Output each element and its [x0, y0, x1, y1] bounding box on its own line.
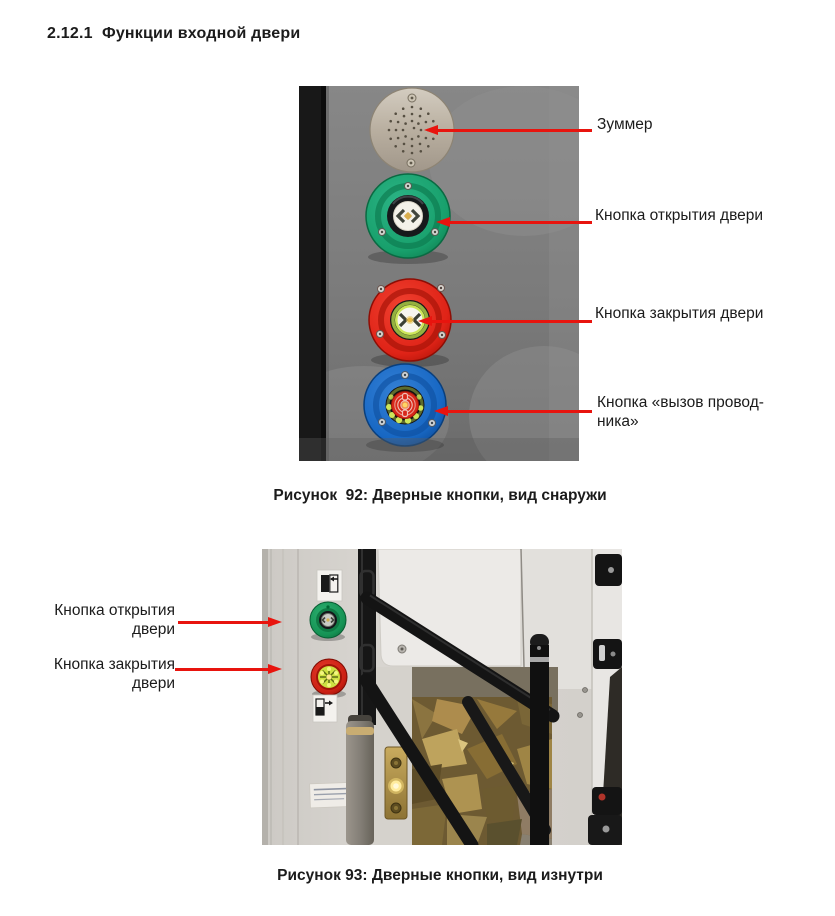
inside-close-button-label	[20, 655, 175, 693]
inside-close-label-line1: Кнопка закрытия	[53, 656, 175, 673]
close-arrow-line	[430, 320, 592, 323]
inside-open-button-label	[20, 601, 175, 639]
door-open-pictogram	[317, 570, 342, 601]
open-arrow-line	[448, 221, 592, 224]
inside-open-arrow-line	[178, 621, 269, 624]
grab-pole	[346, 715, 374, 845]
inside-close-arrow-head	[268, 664, 282, 674]
buzzer-arrow-line	[436, 129, 592, 132]
section-heading: 2.12.1 Функции входной двери	[47, 25, 301, 42]
buzzer-label: Зуммер	[597, 116, 653, 133]
wall-seam	[262, 549, 268, 845]
door-frame-gap	[326, 86, 329, 461]
door-edge-strip	[549, 86, 579, 461]
figure-93-photo	[262, 549, 622, 845]
photo-bottom-shade	[299, 438, 579, 461]
call-arrow-line	[446, 410, 592, 413]
door-close-pictogram	[313, 695, 337, 722]
open-button-label: Кнопка открытия двери	[595, 207, 764, 224]
right-handrail-post	[530, 634, 549, 845]
door-inside-image	[262, 549, 622, 845]
lock-plate	[385, 747, 407, 819]
call-button-label-line1: Кнопка «вызов провод-	[597, 394, 764, 411]
close-button-inside	[311, 659, 347, 698]
figure-93-caption: Рисунок 93: Дверные кнопки, вид изнутри	[277, 867, 603, 884]
inside-open-label-line2: двери	[131, 621, 175, 638]
inside-open-label-line1: Кнопка открытия	[54, 602, 175, 619]
open-button-inside	[310, 602, 346, 641]
door-frame-edge	[321, 86, 326, 461]
close-button-label: Кнопка закрытия двери	[595, 305, 764, 322]
inside-close-label-line2: двери	[131, 675, 175, 692]
inside-open-arrow-head	[268, 617, 282, 627]
inside-close-arrow-line	[175, 668, 269, 671]
call-button-label	[597, 394, 777, 431]
figure-92-caption: Рисунок 92: Дверные кнопки, вид снаружи	[273, 487, 607, 504]
call-button-label-line2: ника»	[597, 412, 639, 430]
